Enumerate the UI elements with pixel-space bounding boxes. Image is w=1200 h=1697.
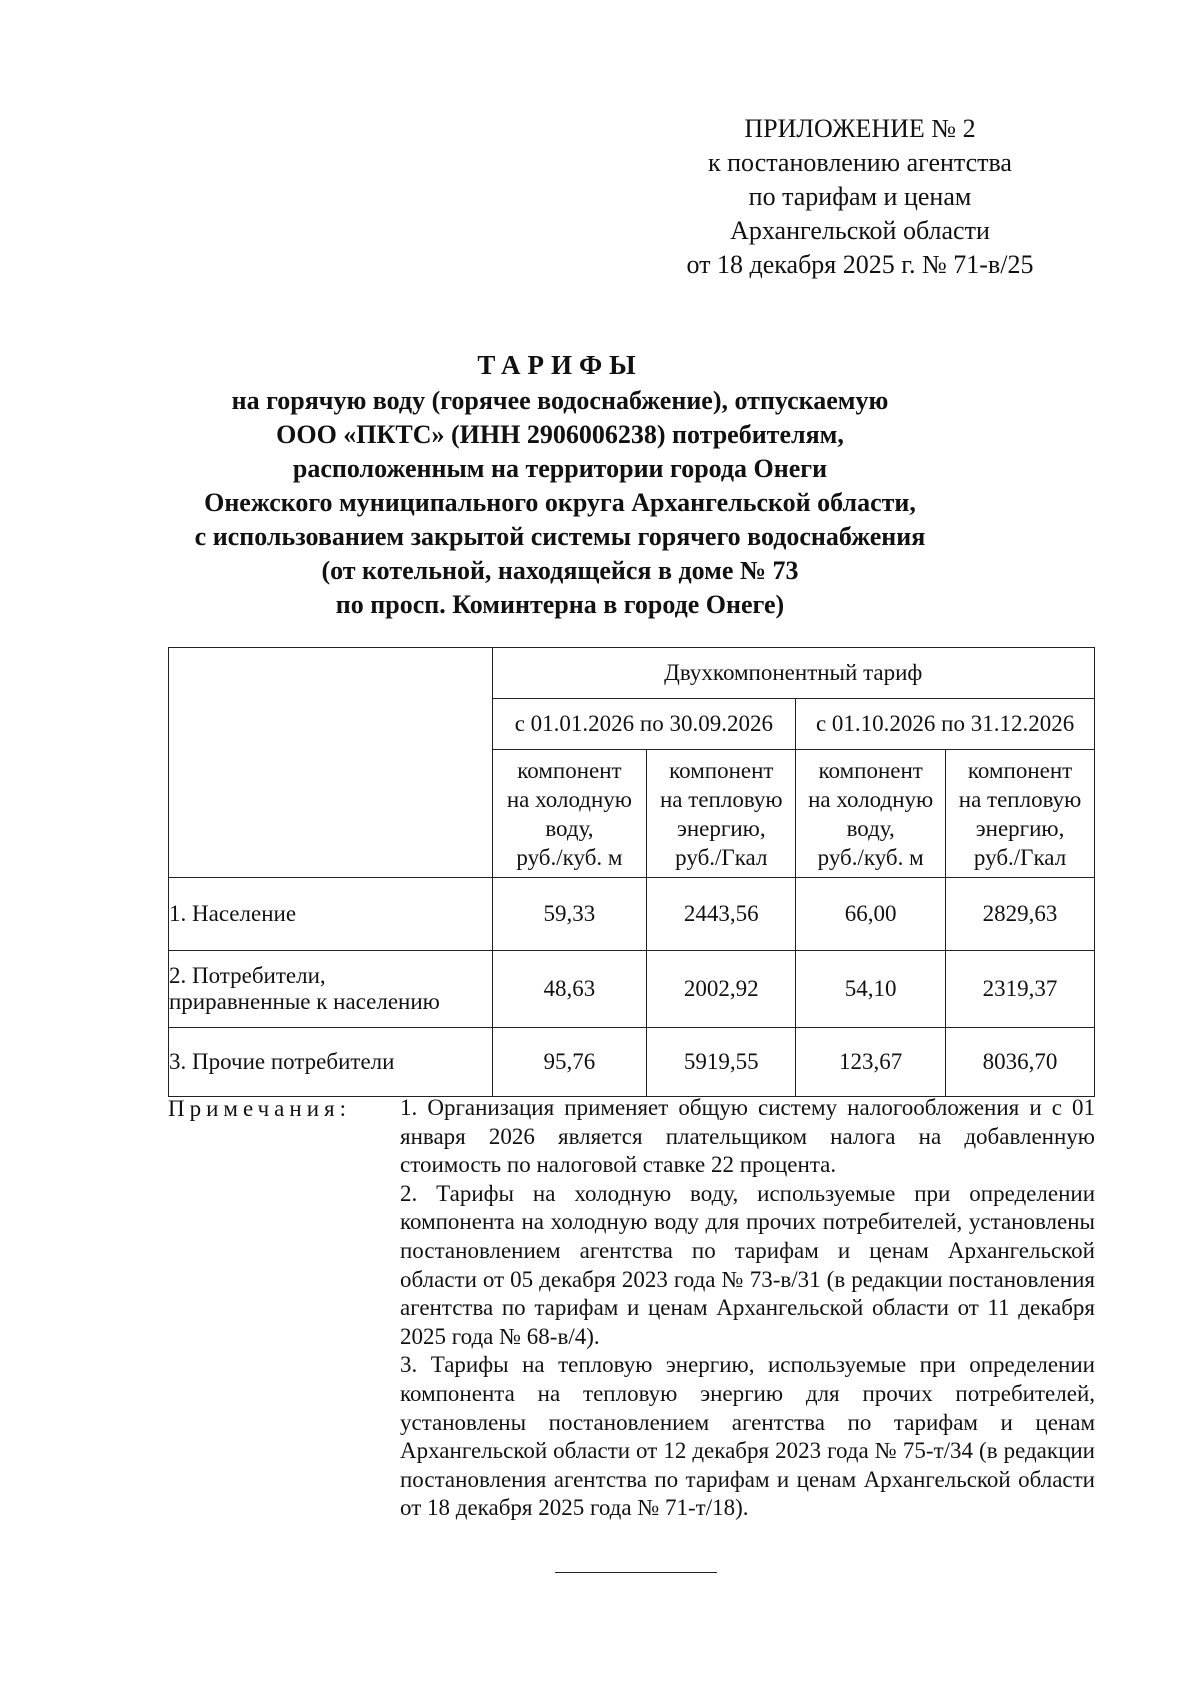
table-cell: 8036,70 xyxy=(946,1028,1095,1097)
table-cell: 2319,37 xyxy=(946,951,1095,1028)
closing-divider xyxy=(555,1572,717,1573)
title-line: расположенным на территории города Онеги xyxy=(292,454,828,483)
notes-list xyxy=(400,1094,1095,1523)
header-period: с 01.10.2026 по 31.12.2026 xyxy=(796,699,1095,750)
table-cell: 59,33 xyxy=(492,878,647,951)
table-cell: 95,76 xyxy=(492,1028,647,1097)
notes-label: Примечания: xyxy=(168,1096,351,1121)
table-cell: 54,10 xyxy=(796,951,946,1028)
appendix-line: по тарифам и ценам xyxy=(748,182,972,211)
title-line: по просп. Коминтерна в городе Онеге) xyxy=(335,590,785,619)
header-component: компонент на холодную воду, руб./куб. м xyxy=(796,750,946,878)
table-cell: 2443,56 xyxy=(647,878,796,951)
appendix-date: от 18 декабря 2025 г. № 71-в/25 xyxy=(686,250,1034,279)
table-row xyxy=(169,878,1095,951)
appendix-line: Архангельской области xyxy=(730,216,990,245)
table-cell: 66,00 xyxy=(796,878,946,951)
title-line: с использованием закрытой системы горячего водоснабжения xyxy=(194,522,926,551)
title-heading: ТАРИФЫ xyxy=(477,350,643,380)
title-line: Онежского муниципального округа Архангельской области, xyxy=(204,488,916,517)
table-cell: 2829,63 xyxy=(946,878,1095,951)
header-period: с 01.01.2026 по 30.09.2026 xyxy=(492,699,796,750)
title-line: на горячую воду (горячее водоснабжение), отпускаемую xyxy=(231,386,889,415)
note-item: 3. Тарифы на тепловую энергию, используемые при определении компонента на тепловую энергию для прочих потребителей, установлены постановлением агентства по тарифам и ценам Архангельской области от 12 декабря 2023 года № 75-т/34 (в редакции постановления агентства по тарифам и ценам Архангельской области от 18 декабря 2025 года № 71-т/18). xyxy=(400,1352,1095,1521)
table-cell: 48,63 xyxy=(492,951,647,1028)
header-two-component-tariff: Двухкомпонентный тариф xyxy=(492,648,1095,699)
note-item: 1. Организация применяет общую систему налогообложения и с 01 января 2026 является плательщиком налога на добавленную стоимость по налоговой ставке 22 процента. xyxy=(400,1095,1095,1178)
tariff-table xyxy=(168,647,1095,1097)
row-category: 3. Прочие потребители xyxy=(169,1028,493,1097)
table-row xyxy=(169,1028,1095,1097)
row-category: 2. Потребители, приравненные к населению xyxy=(169,951,493,1028)
header-component: компонент на тепловую энергию, руб./Гкал xyxy=(946,750,1095,878)
title-line: ООО «ПКТС» (ИНН 2906006238) потребителям, xyxy=(276,420,844,449)
header-component: компонент на тепловую энергию, руб./Гкал xyxy=(647,750,796,878)
table-cell: 123,67 xyxy=(796,1028,946,1097)
header-component: компонент на холодную воду, руб./куб. м xyxy=(492,750,647,878)
table-cell: 2002,92 xyxy=(647,951,796,1028)
appendix-number: ПРИЛОЖЕНИЕ № 2 xyxy=(744,114,976,143)
appendix-line: к постановлению агентства xyxy=(708,148,1012,177)
document-title xyxy=(160,348,960,622)
table-header-row xyxy=(169,648,1095,699)
appendix-header xyxy=(650,112,1070,282)
title-line: (от котельной, находящейся в доме № 73 xyxy=(321,556,799,585)
empty-corner-cell xyxy=(169,648,493,878)
note-item: 2. Тарифы на холодную воду, используемые при определении компонента на холодную воду для прочих потребителей, установлены постановлением агентства по тарифам и ценам Архангельской области от 05 декабря 2023 года № 73-в/31 (в редакции постановления агентства по тарифам и ценам Архангельской области от 11 декабря 2025 года № 68-в/4). xyxy=(400,1180,1095,1349)
table-cell: 5919,55 xyxy=(647,1028,796,1097)
row-category: 1. Население xyxy=(169,878,493,951)
table-row xyxy=(169,951,1095,1028)
